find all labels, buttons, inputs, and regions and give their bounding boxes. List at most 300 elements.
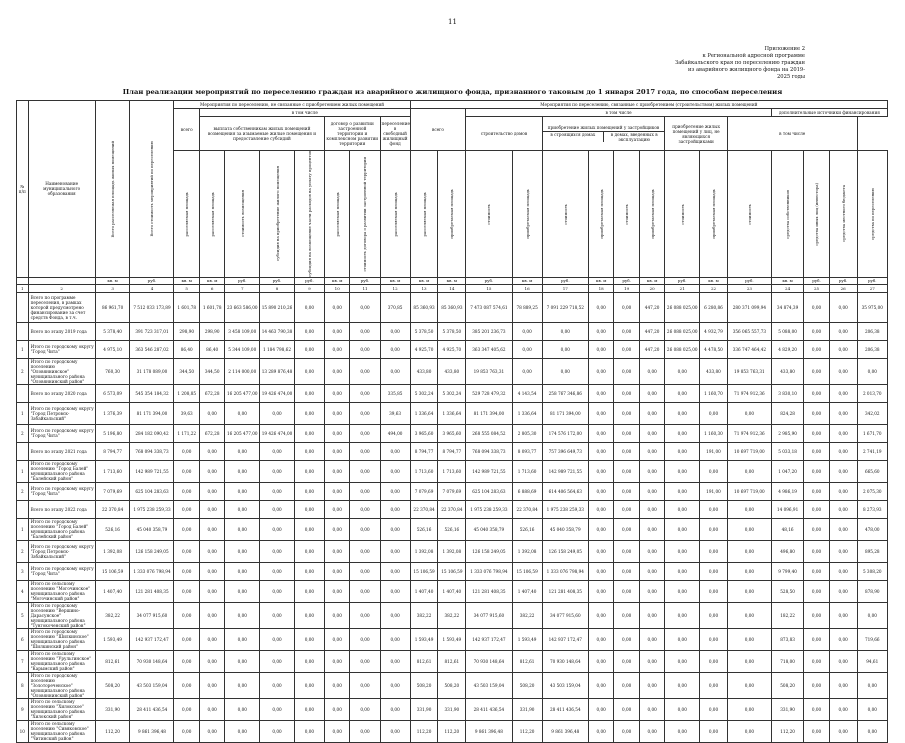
value-cell: 1 333 076 798,94 (130, 562, 174, 580)
value-cell: 34 874,39 (771, 292, 803, 322)
value-cell: 0,00 (614, 562, 639, 580)
value-cell: 8 794,77 (410, 442, 438, 460)
value-cell: 0,00 (829, 384, 857, 402)
value-cell: 382,22 (410, 602, 438, 628)
value-cell: 0,00 (665, 482, 700, 500)
value-cell: 0,00 (260, 482, 295, 500)
value-cell: 0,00 (588, 384, 613, 402)
value-cell: 5 033,18 (771, 442, 803, 460)
value-cell: 0,00 (294, 650, 324, 672)
table-row (17, 402, 888, 424)
value-cell: 0,00 (260, 720, 295, 742)
appendix-note (675, 46, 805, 81)
value-cell: 331,90 (512, 698, 542, 720)
value-cell: 0,00 (294, 602, 324, 628)
value-cell: 0,00 (225, 562, 260, 580)
unit-cell: руб. (727, 277, 771, 284)
value-cell: 0,00 (260, 698, 295, 720)
value-cell: 0,00 (727, 698, 771, 720)
value-cell: 0,00 (829, 650, 857, 672)
value-cell: 0,00 (199, 698, 224, 720)
header-group-no-purchase: Мероприятия по переселению, не связанные с приобретением жилых помещений (174, 101, 410, 109)
value-cell: 0,00 (665, 562, 700, 580)
column-number-cell: 16 (512, 284, 542, 292)
value-cell: 142 989 721,55 (542, 460, 588, 482)
value-cell: 0,00 (614, 672, 639, 698)
value-cell: 0,00 (350, 628, 380, 650)
value-cell: 0,00 (225, 518, 260, 540)
value-cell: 433,80 (410, 358, 438, 384)
value-cell: 757 396 649,73 (542, 442, 588, 460)
row-number-cell: 2 (17, 482, 29, 500)
column-number-cell: 15 (466, 284, 512, 292)
table-row (17, 580, 888, 602)
col-c27: средства по переселению (857, 151, 887, 278)
value-cell: 545 354 184,32 (130, 384, 174, 402)
value-cell: 0,00 (324, 292, 349, 322)
header-purchase-developers (542, 117, 665, 151)
row-name-cell: Итого по городскому округу "Город Чита" (28, 340, 95, 358)
value-cell: 331,90 (771, 698, 803, 720)
value-cell: 0,00 (727, 628, 771, 650)
value-cell: 298,90 (199, 322, 224, 340)
value-cell: 1 407,40 (438, 580, 466, 602)
value-cell: 0,00 (294, 358, 324, 384)
value-cell: 0,00 (380, 442, 410, 460)
row-name-cell: Итого по городскому округу "Город Петровск-Забайкальский" (28, 402, 95, 424)
value-cell: 812,61 (512, 650, 542, 672)
value-cell: 385 201 236,73 (466, 322, 512, 340)
value-cell: 382,22 (95, 602, 130, 628)
document-title: План реализации мероприятий по переселению граждан из аварийного жилищного фонда, признанного таковым до 1 января 2017 года, по способам переселения (122, 88, 783, 96)
value-cell: 0,00 (324, 340, 349, 358)
value-cell: 0,00 (727, 672, 771, 698)
value-cell: 5 302,24 (438, 384, 466, 402)
value-cell: 5 196,80 (95, 424, 130, 442)
value-cell: 0,00 (614, 602, 639, 628)
row-name-cell: Итого по сельскому поселению "Хилокское" муниципального района "Хилокский район" (28, 698, 95, 720)
value-cell: 528,50 (771, 580, 803, 602)
column-number-cell: 9 (294, 284, 324, 292)
value-cell: 0,00 (294, 672, 324, 698)
row-number-cell: 4 (17, 580, 29, 602)
table-row (17, 628, 888, 650)
value-cell: 526,16 (512, 518, 542, 540)
value-cell: 0,00 (225, 628, 260, 650)
value-cell: 1 593,49 (95, 628, 130, 650)
value-cell: 0,00 (804, 292, 829, 322)
value-cell: 94,61 (857, 650, 887, 672)
table-row (17, 720, 888, 742)
value-cell: 0,00 (665, 602, 700, 628)
row-number-cell: 6 (17, 628, 29, 650)
value-cell: 0,00 (588, 322, 613, 340)
value-cell: 0,00 (804, 424, 829, 442)
value-cell: 0,00 (588, 580, 613, 602)
value-cell: 824,28 (771, 402, 803, 424)
value-cell: 0,00 (829, 322, 857, 340)
column-number-cell: 23 (727, 284, 771, 292)
unit-cell: руб. (260, 277, 295, 284)
value-cell: 39,63 (174, 402, 199, 424)
value-cell: 433,80 (771, 358, 803, 384)
table-row (17, 340, 888, 358)
value-cell: 0,00 (804, 720, 829, 742)
value-cell: 0,00 (639, 562, 664, 580)
value-cell: 768 094 338,73 (130, 442, 174, 460)
value-cell: 0,00 (804, 340, 829, 358)
column-number-row (17, 284, 888, 292)
value-cell: 28 411 436,54 (466, 698, 512, 720)
col-c5: расселяемая площадь (174, 151, 199, 278)
value-cell: 0,00 (380, 460, 410, 482)
value-cell: 0,00 (512, 322, 542, 340)
value-cell: 0,00 (294, 518, 324, 540)
value-cell: 0,00 (324, 628, 349, 650)
column-number-cell: 25 (804, 284, 829, 292)
value-cell: 447,20 (639, 292, 664, 322)
value-cell: 26 088 025,00 (665, 340, 700, 358)
value-cell: 0,00 (174, 482, 199, 500)
value-cell: 0,00 (294, 460, 324, 482)
value-cell: 718,00 (771, 650, 803, 672)
value-cell: 142 937 172,47 (130, 628, 174, 650)
row-number-cell: 1 (17, 340, 29, 358)
value-cell: 0,00 (727, 460, 771, 482)
value-cell: 336 747 464,42 (727, 340, 771, 358)
value-cell: 0,00 (665, 384, 700, 402)
value-cell: 7 079,69 (410, 482, 438, 500)
value-cell: 0,00 (829, 628, 857, 650)
row-name-cell: Итого по городскому поселению "Оловяннинское" муниципального района "Оловяннинский район" (28, 358, 95, 384)
value-cell: 0,00 (665, 460, 700, 482)
unit-cell: кв. м (512, 277, 542, 284)
unit-cell: кв. м (700, 277, 728, 284)
table-header (17, 101, 888, 293)
header-compensation: выплата собственникам жилых помещений возмещения за изымаемые жилые помещения и предоставление субсидий (199, 117, 324, 151)
value-cell: 0,00 (804, 482, 829, 500)
value-cell: 19 853 763,31 (466, 358, 512, 384)
value-cell: 0,00 (199, 442, 224, 460)
header-including-3: в том числе (727, 117, 857, 151)
value-cell: 719,66 (857, 628, 887, 650)
header-additional-sources: дополнительные источники финансирования (771, 109, 887, 117)
value-cell: 625 104 283,63 (466, 482, 512, 500)
value-cell: 0,00 (199, 482, 224, 500)
value-cell: 0,00 (380, 358, 410, 384)
col-c23: стоимость (727, 151, 771, 278)
col-c10: расселяемая площадь (324, 151, 349, 278)
value-cell: 16 205 477,00 (225, 384, 260, 402)
value-cell: 0,00 (350, 580, 380, 602)
value-cell: 0,00 (294, 698, 324, 720)
value-cell: 0,00 (665, 540, 700, 562)
value-cell: 0,00 (727, 540, 771, 562)
value-cell: 0,00 (294, 720, 324, 742)
value-cell: 298,90 (174, 322, 199, 340)
value-cell: 0,00 (294, 442, 324, 460)
value-cell: 0,00 (829, 698, 857, 720)
value-cell: 0,00 (174, 672, 199, 698)
value-cell: 526,16 (410, 518, 438, 540)
value-cell: 0,00 (804, 518, 829, 540)
column-number-cell: 14 (438, 284, 466, 292)
value-cell: 142 937 172,47 (542, 628, 588, 650)
value-cell: 0,00 (294, 628, 324, 650)
value-cell: 0,00 (350, 460, 380, 482)
value-cell: 0,00 (700, 402, 728, 424)
value-cell: 1 208,85 (174, 384, 199, 402)
value-cell: 1 593,49 (410, 628, 438, 650)
value-cell: 331,90 (410, 698, 438, 720)
value-cell: 0,00 (350, 720, 380, 742)
value-cell: 0,00 (588, 518, 613, 540)
value-cell: 13 289 876,48 (260, 358, 295, 384)
value-cell: 0,00 (700, 580, 728, 602)
value-cell: 0,00 (665, 442, 700, 460)
value-cell: 4 925,70 (438, 340, 466, 358)
value-cell: 19 426 474,00 (260, 384, 295, 402)
value-cell: 0,00 (804, 384, 829, 402)
value-cell: 508,20 (512, 672, 542, 698)
value-cell: 28 411 436,54 (130, 698, 174, 720)
value-cell: 8 273,93 (857, 500, 887, 518)
value-cell: 26 088 025,00 (665, 292, 700, 322)
value-cell: 0,00 (380, 562, 410, 580)
value-cell: 0,00 (324, 442, 349, 460)
value-cell: 0,00 (324, 322, 349, 340)
value-cell: 1 392,08 (512, 540, 542, 562)
value-cell: 0,00 (260, 402, 295, 424)
value-cell: 625 104 283,63 (130, 482, 174, 500)
value-cell: 0,00 (665, 628, 700, 650)
value-cell: 0,00 (829, 482, 857, 500)
value-cell: 15 106,59 (512, 562, 542, 580)
unit-cell: кв. м (174, 277, 199, 284)
value-cell: 335,85 (380, 384, 410, 402)
value-cell: 0,00 (614, 402, 639, 424)
value-cell: 0,00 (804, 442, 829, 460)
row-number-cell: 9 (17, 698, 29, 720)
value-cell: 15 106,59 (95, 562, 130, 580)
header-including-2: в том числе (466, 109, 772, 117)
value-cell: 0,00 (614, 540, 639, 562)
value-cell: 1 333 076 798,94 (542, 562, 588, 580)
header-total-cost: Всего стоимость мероприятий по переселению (130, 101, 174, 278)
value-cell: 0,00 (727, 602, 771, 628)
value-cell: 0,00 (199, 540, 224, 562)
value-cell: 0,00 (614, 650, 639, 672)
value-cell: 0,00 (700, 460, 728, 482)
col-c22: приобретаемая площадь (700, 151, 728, 278)
value-cell: 0,00 (829, 580, 857, 602)
value-cell: 86,40 (174, 340, 199, 358)
value-cell: 0,00 (260, 602, 295, 628)
value-cell: 0,00 (380, 672, 410, 698)
value-cell: 508,20 (410, 672, 438, 698)
value-cell: 0,00 (665, 580, 700, 602)
value-cell: 0,00 (588, 460, 613, 482)
value-cell: 0,00 (350, 442, 380, 460)
value-cell: 478,00 (857, 518, 887, 540)
row-name-cell: Итого по городскому округу "Город Чита" (28, 562, 95, 580)
value-cell: 526,16 (438, 518, 466, 540)
value-cell: 0,00 (225, 540, 260, 562)
plan-table-wrapper (16, 100, 888, 742)
value-cell: 0,00 (804, 460, 829, 482)
value-cell: 5 378,40 (95, 322, 130, 340)
value-cell: 0,00 (614, 720, 639, 742)
col-c11: стоимость договора о развитии застроенной территории (350, 151, 380, 278)
table-row (17, 602, 888, 628)
value-cell: 0,00 (614, 442, 639, 460)
value-cell: 508,20 (95, 672, 130, 698)
value-cell: 0,00 (512, 340, 542, 358)
header-total: всего (174, 109, 199, 151)
value-cell: 0,00 (350, 602, 380, 628)
value-cell: 0,00 (700, 698, 728, 720)
value-cell: 182,22 (771, 602, 803, 628)
column-number-cell: 3 (95, 284, 130, 292)
value-cell: 0,00 (350, 482, 380, 500)
value-cell: 0,00 (804, 580, 829, 602)
value-cell: 0,00 (588, 672, 613, 698)
value-cell: 2 805,30 (512, 424, 542, 442)
value-cell: 812,61 (410, 650, 438, 672)
column-number-cell: 13 (410, 284, 438, 292)
value-cell: 0,00 (324, 698, 349, 720)
value-cell: 43 503 159,04 (466, 672, 512, 698)
value-cell: 0,00 (639, 460, 664, 482)
row-name-cell: Итого по городскому поселению "Золотореченское" муниципального района "Оловяннинский район" (28, 672, 95, 698)
value-cell: 1 601,78 (199, 292, 224, 322)
value-cell: 1 407,40 (410, 580, 438, 602)
value-cell: 0,00 (614, 628, 639, 650)
row-name-cell: Всего по этапу 2020 года (28, 384, 95, 402)
value-cell: 0,00 (665, 358, 700, 384)
value-cell: 391 723 317,01 (130, 322, 174, 340)
value-cell: 0,00 (542, 322, 588, 340)
value-cell: 0,00 (639, 482, 664, 500)
value-cell: 0,00 (350, 518, 380, 540)
value-cell: 5 344 109,00 (225, 340, 260, 358)
col-c18: приобретаемая площадь (588, 151, 613, 278)
value-cell: 0,00 (350, 340, 380, 358)
value-cell: 0,00 (174, 628, 199, 650)
value-cell: 0,00 (804, 628, 829, 650)
value-cell: 0,00 (700, 650, 728, 672)
value-cell: 0,00 (588, 602, 613, 628)
value-cell: 0,00 (829, 442, 857, 460)
value-cell: 0,00 (324, 482, 349, 500)
value-cell: 0,00 (804, 500, 829, 518)
col-c21: стоимость (665, 151, 700, 278)
row-name-cell: Итого по сельскому поселению "Урульгинское" муниципального района "Карымский район" (28, 650, 95, 672)
value-cell: 1 184 798,62 (260, 340, 295, 358)
table-row (17, 672, 888, 698)
value-cell: 0,00 (614, 580, 639, 602)
value-cell: 812,61 (438, 650, 466, 672)
header-under-construction: в строящихся домах (543, 132, 604, 142)
value-cell: 1 407,40 (512, 580, 542, 602)
value-cell: 112,20 (410, 720, 438, 742)
value-cell: 0,00 (380, 698, 410, 720)
row-name-cell: Итого по городскому поселению "Город Балей" муниципального района "Балейский район" (28, 460, 95, 482)
column-number-cell: 6 (199, 284, 224, 292)
value-cell: 0,00 (639, 442, 664, 460)
table-row (17, 292, 888, 322)
column-number-cell: 21 (665, 284, 700, 292)
value-cell: 4 829,20 (771, 340, 803, 358)
value-cell: 0,00 (804, 698, 829, 720)
value-cell: 0,00 (199, 500, 224, 518)
value-cell: 0,00 (829, 358, 857, 384)
appendix-line: Приложение 2 (764, 46, 805, 52)
value-cell: 0,00 (614, 340, 639, 358)
value-cell: 0,00 (639, 698, 664, 720)
value-cell: 43 503 159,04 (130, 672, 174, 698)
value-cell: 0,00 (174, 500, 199, 518)
value-cell: 0,00 (829, 540, 857, 562)
unit-cell: руб. (350, 277, 380, 284)
value-cell: 0,00 (324, 518, 349, 540)
header-total-2: всего (410, 109, 466, 151)
value-cell: 142 937 172,47 (466, 628, 512, 650)
unit-cell: кв. м (199, 277, 224, 284)
header-commissioned: в домах, введенных в эксплуатацию (610, 132, 658, 142)
value-cell: 34 077 915,60 (466, 602, 512, 628)
row-name-cell: Итого по сельскому поселению "Могочинское" муниципального района "Могочинский район" (28, 580, 95, 602)
col-c9: субсидия на возмещение части расходов на уплату процентов (294, 151, 324, 278)
value-cell: 0,00 (727, 518, 771, 540)
value-cell: 26 088 025,00 (665, 322, 700, 340)
value-cell: 665,60 (857, 460, 887, 482)
value-cell: 0,00 (225, 720, 260, 742)
value-cell: 23 663 586,00 (225, 292, 260, 322)
value-cell: 0,00 (588, 482, 613, 500)
value-cell: 1 333 076 798,94 (466, 562, 512, 580)
value-cell: 1 975 238 259,33 (130, 500, 174, 518)
value-cell: 0,00 (294, 424, 324, 442)
value-cell: 0,00 (639, 720, 664, 742)
value-cell: 0,00 (639, 402, 664, 424)
value-cell: 0,00 (260, 672, 295, 698)
value-cell: 0,00 (639, 540, 664, 562)
value-cell: 0,00 (700, 518, 728, 540)
value-cell: 0,00 (324, 460, 349, 482)
value-cell: 0,00 (199, 562, 224, 580)
col-c25: средства иных лиц (инвестора) (804, 151, 829, 278)
column-number-cell: 10 (324, 284, 349, 292)
col-c14: приобретаемая площадь (438, 151, 466, 278)
value-cell: 760,30 (95, 358, 130, 384)
value-cell: 0,00 (700, 540, 728, 562)
value-cell: 0,00 (727, 500, 771, 518)
value-cell: 81 171 394,00 (130, 402, 174, 424)
table-row (17, 424, 888, 442)
value-cell: 0,00 (614, 292, 639, 322)
value-cell: 70 930 148,64 (542, 650, 588, 672)
value-cell: 5 088,00 (771, 322, 803, 340)
value-cell: 8 794,77 (438, 442, 466, 460)
appendix-line: к Региональной адресной программе (702, 53, 805, 59)
value-cell: 0,00 (588, 720, 613, 742)
value-cell: 0,00 (199, 628, 224, 650)
value-cell: 0,00 (294, 482, 324, 500)
value-cell: 1 713,60 (512, 460, 542, 482)
value-cell: 0,00 (727, 562, 771, 580)
value-cell: 0,00 (639, 500, 664, 518)
